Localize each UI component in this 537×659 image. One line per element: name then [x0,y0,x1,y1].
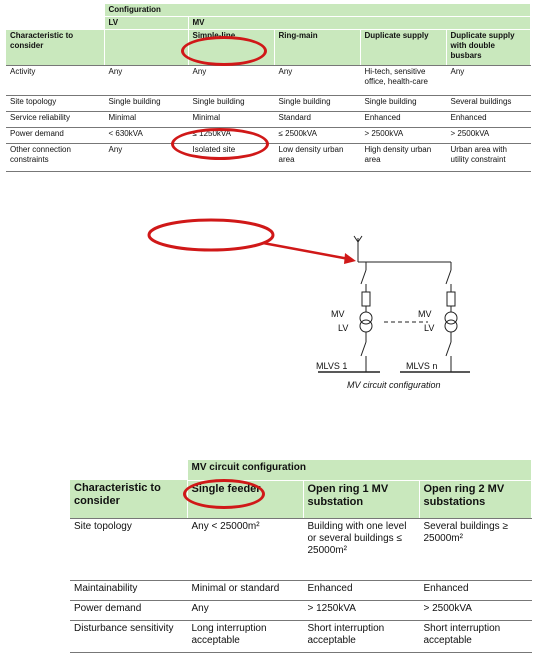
mv-left-label: MV [331,309,345,319]
table-row [6,144,530,172]
row-label: Site topology [70,518,187,580]
table-cell: Enhanced [446,112,530,128]
table-cell: Any [104,144,188,172]
table-cell: Enhanced [303,580,419,600]
table-cell: Long interruption acceptable [187,620,303,652]
row-label: Activity [6,66,104,96]
row-label: Service reliability [6,112,104,128]
table2-group-label: MV circuit configuration [187,460,531,480]
table1-header-row [6,30,530,66]
table1-mv-label: MV [188,17,530,30]
table1-col-header: Simple-line [188,30,274,66]
lv-right-label: LV [424,323,435,333]
table-cell: Single building [188,96,274,112]
callout-ellipse [149,220,273,250]
table-cell: Any [446,66,530,96]
table-cell: Any [188,66,274,96]
row-label: Other connection constraints [6,144,104,172]
table-cell: Several buildings [446,96,530,112]
mv-circuit-configuration-table [70,460,532,653]
table2-header-row [70,480,531,518]
table-cell: Short interruption acceptable [419,620,531,652]
table-cell: > 1250kVA [303,600,419,620]
table-cell: Minimal or standard [187,580,303,600]
highlight-ellipse-simple-line [181,36,267,66]
table-row [6,66,530,96]
table-cell: Building with one level or several buildings ≤ 25000m² [303,518,419,580]
table-cell: Single building [274,96,360,112]
table1-lv-label: LV [104,17,188,30]
table1-group-label: Configuration [104,4,530,17]
highlight-ellipse-power-demand [171,128,269,160]
table1-group-row [6,4,530,17]
table-row [6,96,530,112]
table-cell: ≤ 1250kVA [188,128,274,144]
table-row [70,620,531,652]
table-cell: < 630kVA [104,128,188,144]
table-cell: Several buildings ≥ 25000m² [419,518,531,580]
table-cell: Any < 25000m² [187,518,303,580]
mlvs-n-label: MLVS n [406,361,438,371]
row-label: Power demand [6,128,104,144]
mlvs-1-label: MLVS 1 [316,361,348,371]
table-cell: > 2500kVA [360,128,446,144]
mv-right-label: MV [418,309,432,319]
row-label: Power demand [70,600,187,620]
table-cell: Minimal [104,112,188,128]
table-cell: Any [104,66,188,96]
table1-col-header: Ring-main [274,30,360,66]
feeder-lines [318,236,470,372]
table2-header-label: Characteristic to consider [70,480,187,518]
table-cell: Minimal [188,112,274,128]
table-row [70,518,531,580]
table-cell: > 2500kVA [446,128,530,144]
table-cell: Any [274,66,360,96]
table2-group-row [70,460,531,480]
table-row [70,580,531,600]
table1-col-header: Duplicate supply [360,30,446,66]
table-cell: Single building [104,96,188,112]
table-cell: Enhanced [360,112,446,128]
table-cell: Urban area with utility constraint [446,144,530,172]
table-row [6,112,530,128]
diagram-caption: MV circuit configuration [347,380,441,390]
table-cell: Single building [360,96,446,112]
callout-arrow [263,243,349,259]
table2-corner [70,460,187,480]
table-cell: > 2500kVA [419,600,531,620]
table1-corner [6,4,104,17]
table-cell: Short interruption acceptable [303,620,419,652]
row-label: Disturbance sensitivity [70,620,187,652]
table-row [70,600,531,620]
table-cell: Hi-tech, sensitive office, health-care [360,66,446,96]
table2-col-header: Open ring 1 MV substation [303,480,419,518]
row-label: Maintainability [70,580,187,600]
table2-col-header: Single feeder [187,480,303,518]
table1-corner-2 [6,17,104,30]
table2-col-header: Open ring 2 MV substations [419,480,531,518]
table-cell: ≤ 2500kVA [274,128,360,144]
table-cell: Low density urban area [274,144,360,172]
arrow-head-icon [344,253,356,264]
highlight-ellipse-single-feeder [183,479,265,509]
table1-col-header [104,30,188,66]
table1-header-label: Characteristic to consider [6,30,104,66]
table-cell: High density urban area [360,144,446,172]
table-cell: Enhanced [419,580,531,600]
configuration-table [6,4,531,172]
table-cell: Standard [274,112,360,128]
lv-left-label: LV [338,323,349,333]
row-label: Site topology [6,96,104,112]
table-cell: Any [187,600,303,620]
table-cell: Isolated site [188,144,274,172]
table1-subgroup-row [6,17,530,30]
table1-col-header: Duplicate supply with double busbars [446,30,530,66]
